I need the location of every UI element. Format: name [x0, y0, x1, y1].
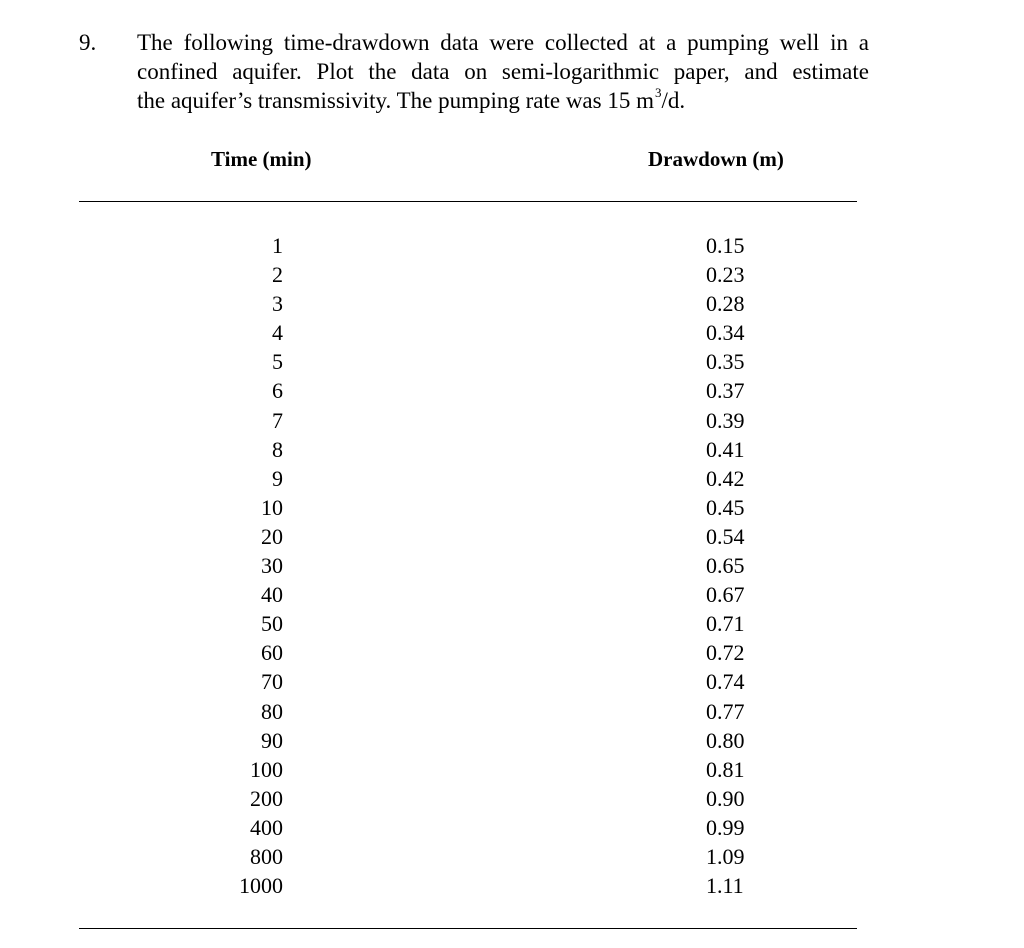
table-row [0, 757, 1024, 786]
table-row [0, 699, 1024, 728]
time-cell: 5 [272, 349, 283, 375]
table-row [0, 553, 1024, 582]
table-row [0, 640, 1024, 669]
time-cell: 30 [261, 553, 283, 579]
question-line-3-text: the aquifer’s transmissivity. The pumping rate was 15 m [137, 88, 654, 113]
drawdown-cell: 0.34 [706, 320, 745, 346]
time-cell: 800 [250, 843, 283, 869]
table-row [0, 524, 1024, 553]
drawdown-cell: 0.39 [706, 407, 745, 433]
time-cell: 80 [261, 698, 283, 724]
question-line-2: confined aquifer. Plot the data on semi-logarithmic paper, and estimate [137, 59, 869, 84]
drawdown-cell: 0.74 [706, 669, 745, 695]
drawdown-cell: 1.09 [706, 843, 745, 869]
drawdown-cell: 0.37 [706, 378, 745, 404]
table-row [0, 378, 1024, 407]
unit-superscript: 3 [654, 85, 662, 101]
drawdown-cell: 0.72 [706, 640, 745, 666]
drawdown-cell: 0.41 [706, 436, 745, 462]
time-cell: 400 [250, 814, 283, 840]
data-table-body [0, 233, 1024, 902]
drawdown-column-header: Drawdown (m) [648, 147, 784, 171]
drawdown-cell: 0.42 [706, 465, 745, 491]
drawdown-cell: 0.80 [706, 727, 745, 753]
drawdown-cell: 0.23 [706, 262, 745, 288]
time-cell: 40 [261, 582, 283, 608]
table-row [0, 873, 1024, 902]
drawdown-cell: 0.99 [706, 814, 745, 840]
table-row [0, 291, 1024, 320]
unit-suffix: /d. [661, 88, 686, 113]
drawdown-cell: 0.71 [706, 611, 745, 637]
time-cell: 60 [261, 640, 283, 666]
time-cell: 6 [272, 378, 283, 404]
table-row [0, 728, 1024, 757]
drawdown-cell: 0.15 [706, 233, 745, 258]
table-row [0, 320, 1024, 349]
time-cell: 4 [272, 320, 283, 346]
table-row [0, 437, 1024, 466]
time-cell: 200 [250, 785, 283, 811]
time-cell: 9 [272, 465, 283, 491]
drawdown-cell: 0.90 [706, 785, 745, 811]
table-row [0, 349, 1024, 378]
drawdown-cell: 0.81 [706, 756, 745, 782]
table-row [0, 669, 1024, 698]
question-line-3 [137, 86, 869, 115]
time-cell: 7 [272, 407, 283, 433]
question-number: 9. [79, 30, 97, 55]
time-cell: 50 [261, 611, 283, 637]
table-row [0, 262, 1024, 291]
time-cell: 100 [250, 756, 283, 782]
table-row [0, 466, 1024, 495]
time-cell: 1000 [239, 873, 283, 899]
table-bottom-rule [79, 928, 857, 929]
table-row [0, 844, 1024, 873]
time-cell: 8 [272, 436, 283, 462]
drawdown-cell: 0.45 [706, 494, 745, 520]
time-cell: 2 [272, 262, 283, 288]
time-cell: 3 [272, 291, 283, 317]
time-cell: 90 [261, 727, 283, 753]
time-cell: 1 [272, 233, 283, 258]
table-row [0, 233, 1024, 262]
time-cell: 20 [261, 523, 283, 549]
drawdown-cell: 0.54 [706, 523, 745, 549]
time-column-header: Time (min) [211, 147, 312, 171]
drawdown-cell: 0.28 [706, 291, 745, 317]
table-row [0, 582, 1024, 611]
drawdown-cell: 0.77 [706, 698, 745, 724]
time-cell: 10 [261, 494, 283, 520]
drawdown-cell: 1.11 [706, 873, 744, 899]
drawdown-cell: 0.65 [706, 553, 745, 579]
question-text [137, 28, 869, 115]
question-line-1: The following time-drawdown data were collected at a pumping well in a [137, 30, 869, 55]
drawdown-cell: 0.67 [706, 582, 745, 608]
table-row [0, 611, 1024, 640]
table-row [0, 786, 1024, 815]
drawdown-cell: 0.35 [706, 349, 745, 375]
table-row [0, 495, 1024, 524]
table-row [0, 815, 1024, 844]
table-top-rule [79, 201, 857, 202]
time-cell: 70 [261, 669, 283, 695]
table-row [0, 408, 1024, 437]
